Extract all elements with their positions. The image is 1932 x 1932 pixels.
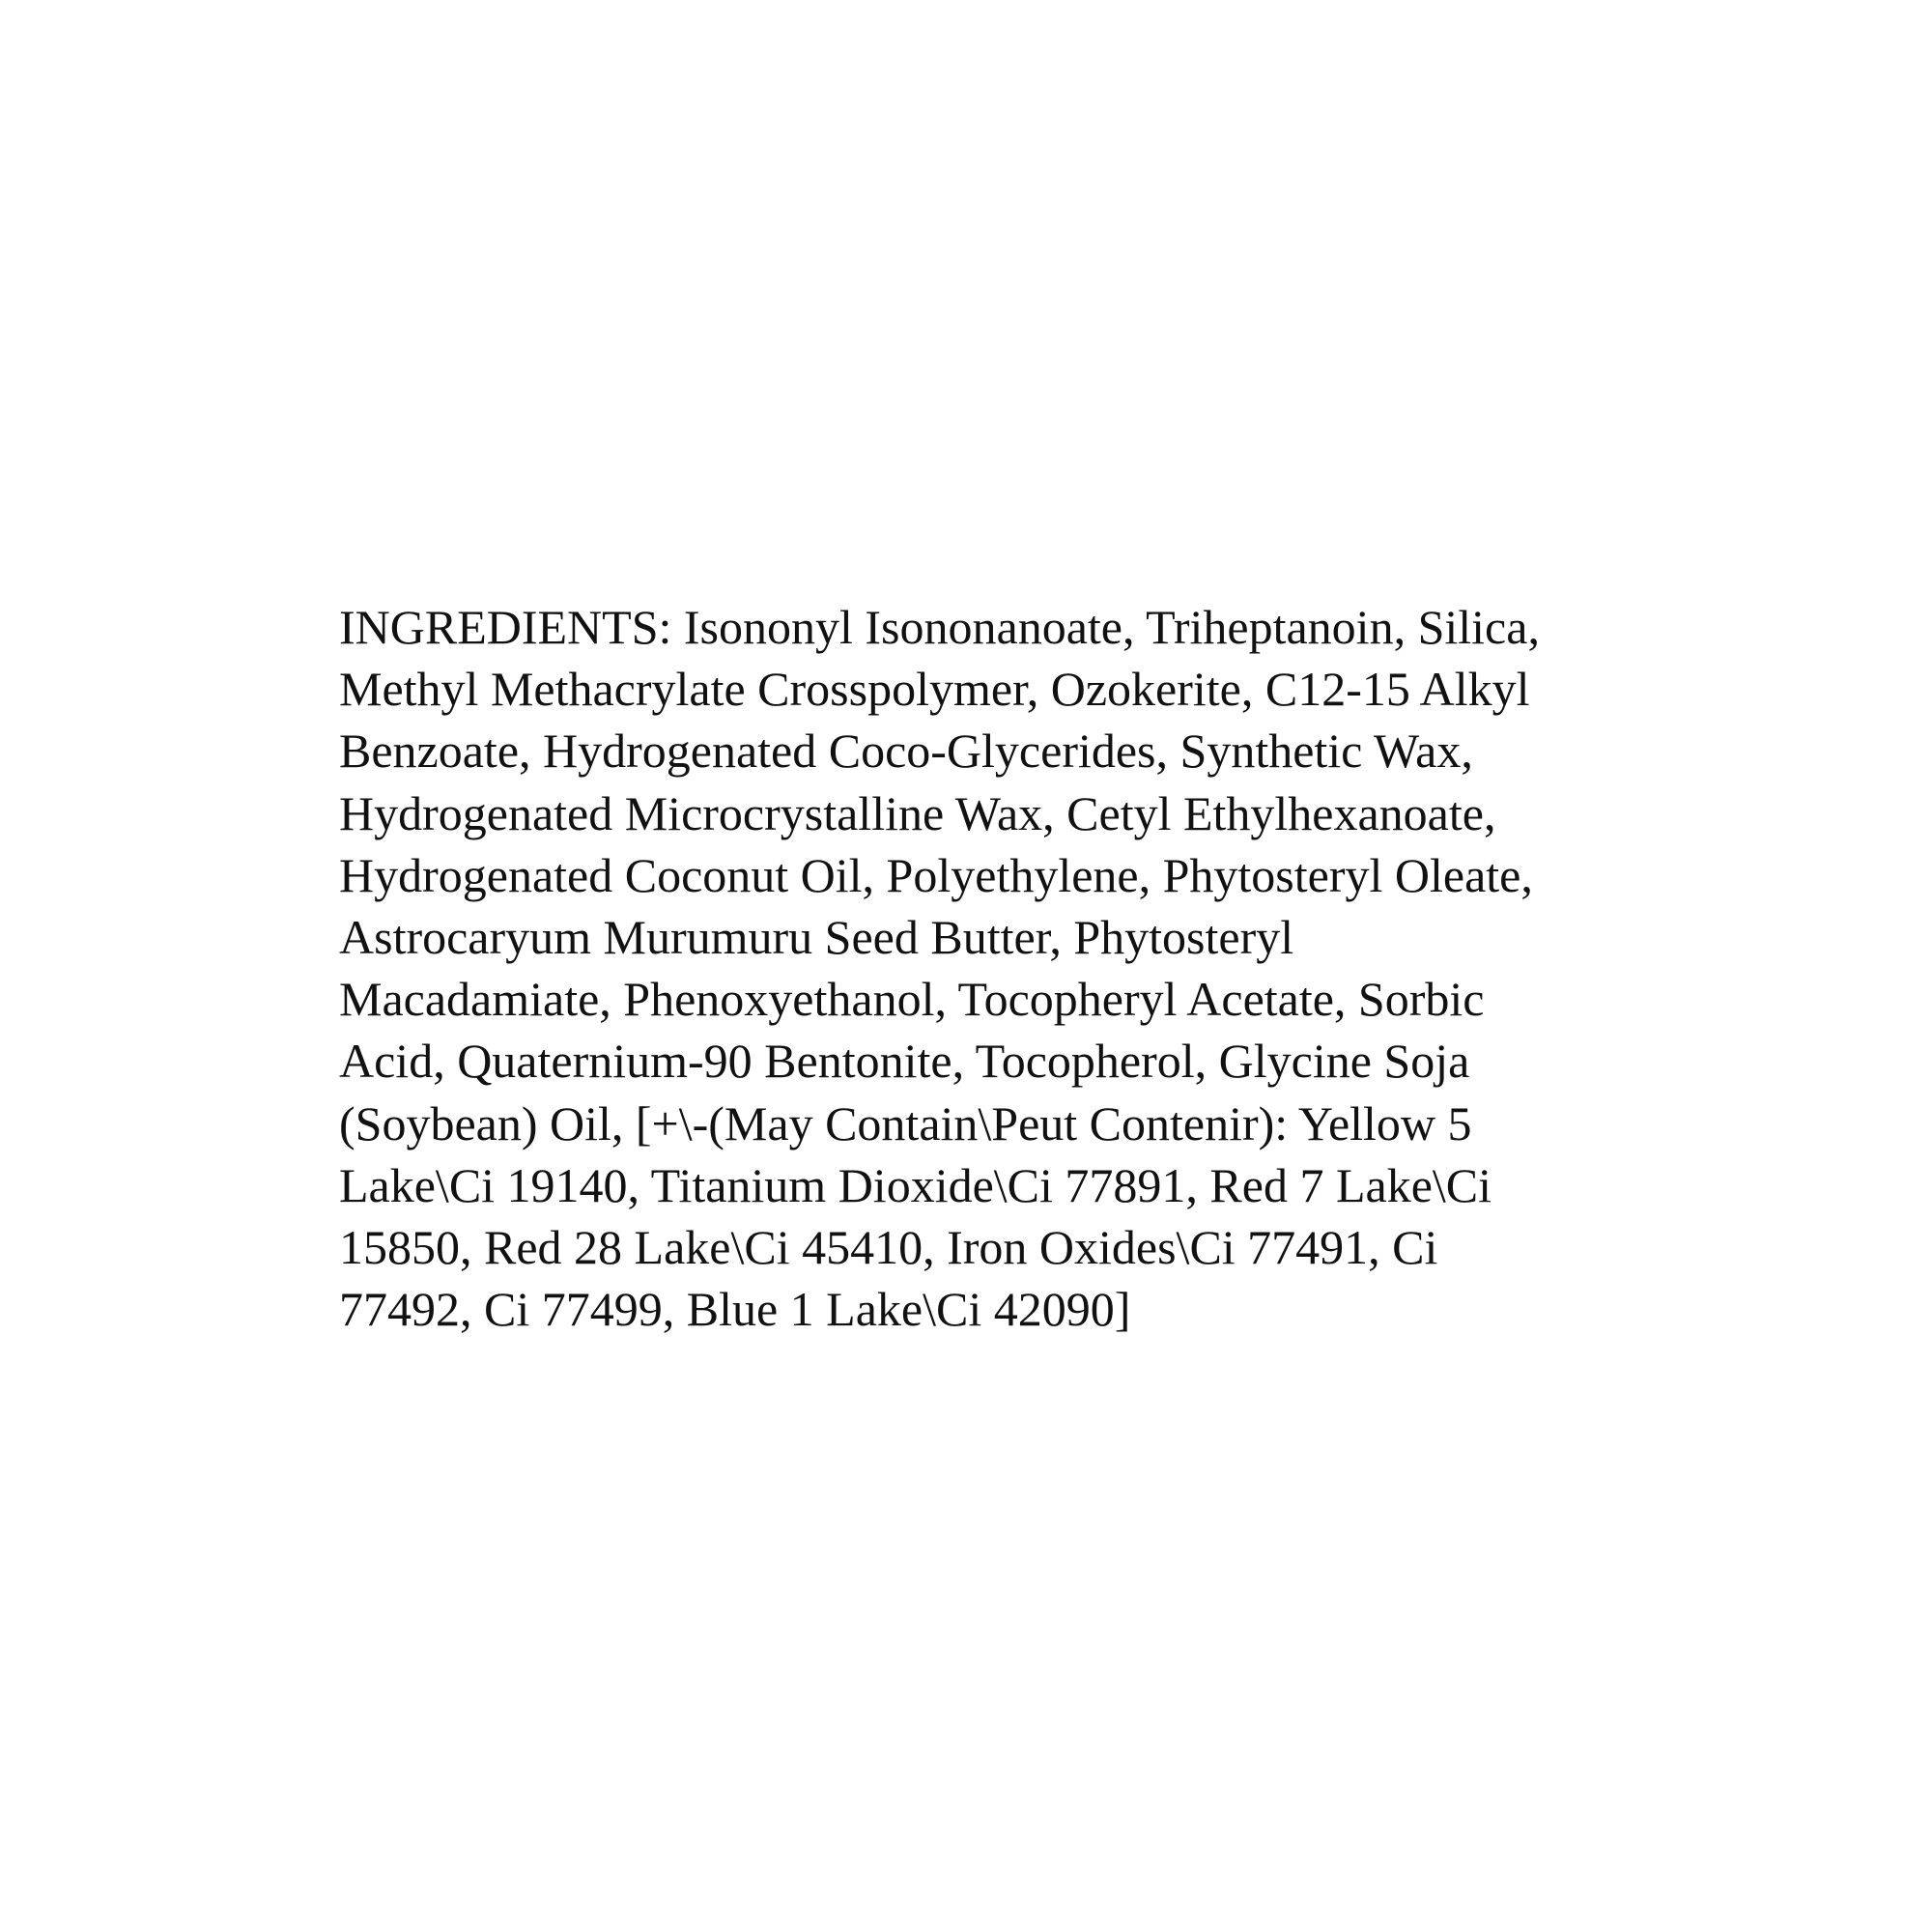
ingredients-line-6: Astrocaryum Murumuru Seed Butter, Phytosteryl (339, 910, 1294, 965)
ingredients-line-4: Hydrogenated Microcrystalline Wax, Cetyl Ethylhexanoate, (339, 785, 1496, 840)
ingredients-line-3: Benzoate, Hydrogenated Coco-Glycerides, Synthetic Wax, (339, 724, 1473, 779)
ingredients-line-2: Methyl Methacrylate Crosspolymer, Ozokerite, C12-15 Alkyl (339, 662, 1530, 717)
ingredients-text-block (339, 596, 1653, 1340)
ingredients-line-8: Acid, Quaternium-90 Bentonite, Tocopherol, Glycine Soja (339, 1034, 1470, 1089)
ingredients-line-1: INGREDIENTS: Isononyl Isononanoate, Triheptanoin, Silica, (339, 600, 1540, 654)
ingredients-line-11: 15850, Red 28 Lake\Ci 45410, Iron Oxides\Ci 77491, Ci (339, 1220, 1438, 1275)
ingredients-line-12: 77492, Ci 77499, Blue 1 Lake\Ci 42090] (339, 1282, 1131, 1337)
ingredients-line-9: (Soybean) Oil, [+\-(May Contain\Peut Contenir): Yellow 5 (339, 1095, 1472, 1151)
ingredients-line-5: Hydrogenated Coconut Oil, Polyethylene, Phytosteryl Oleate, (339, 847, 1533, 902)
ingredients-line-7: Macadamiate, Phenoxyethanol, Tocopheryl Acetate, Sorbic (339, 972, 1485, 1027)
ingredients-line-10: Lake\Ci 19140, Titanium Dioxide\Ci 77891, Red 7 Lake\Ci (339, 1157, 1492, 1212)
